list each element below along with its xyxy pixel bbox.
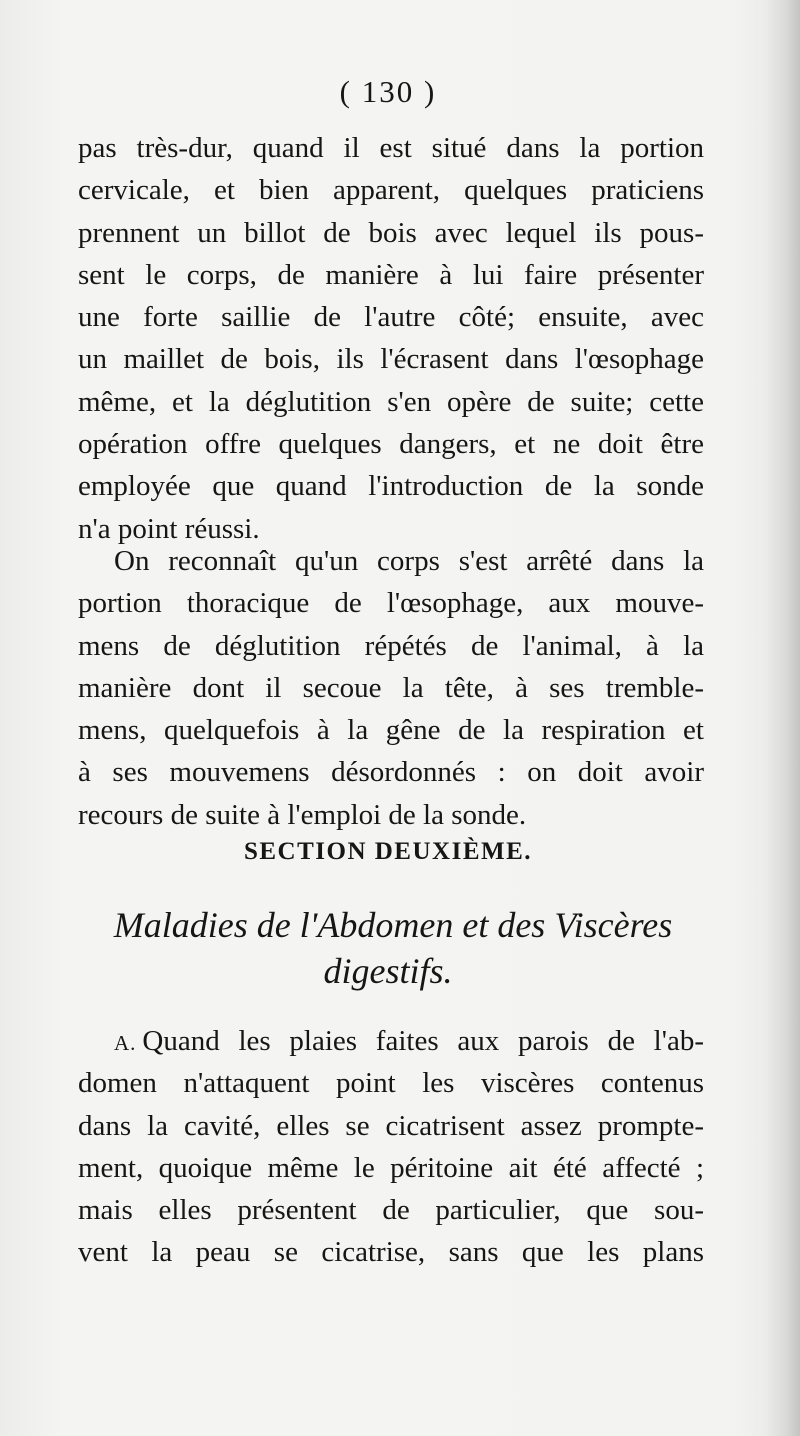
text-line: mens de déglutition répétés de l'animal, à la: [78, 629, 704, 662]
text-line: prennent un billot de bois avec lequel ils pous-: [78, 216, 704, 249]
text-line: même, et la déglutition s'en opère de suite; cette: [78, 385, 704, 418]
text-line: manière dont il secoue la tête, à ses tremble-: [78, 671, 704, 704]
text-line: n'a point réussi.: [78, 512, 260, 545]
text-line-first: [78, 1020, 704, 1062]
paragraph-1: [78, 127, 704, 550]
text-line: recours de suite à l'emploi de la sonde.: [78, 798, 527, 831]
text-line: un maillet de bois, ils l'écrasent dans l'œsophage: [78, 343, 704, 376]
page-edge-shadow: [764, 0, 800, 1436]
paragraph-marker: A.: [114, 1031, 137, 1055]
text-line: une forte saillie de l'autre côté; ensuite, avec: [78, 301, 704, 334]
first-line-text: Quand les plaies faites aux parois de l'ab-: [142, 1025, 704, 1057]
text-line: On reconnaît qu'un corps s'est arrêté dans la: [114, 545, 704, 577]
text-line: à ses mouvemens désordonnés : on doit avoir: [78, 756, 704, 789]
section-title: SECTION DEUXIÈME.: [243, 838, 533, 865]
text-line: opération offre quelques dangers, et ne doit être: [78, 428, 704, 461]
page-number: ( 130 ): [339, 74, 437, 109]
text-line: sent le corps, de manière à lui faire présenter: [78, 258, 704, 291]
text-line: cervicale, et bien apparent, quelques praticiens: [78, 174, 704, 207]
text-line: dans la cavité, elles se cicatrisent assez prompte-: [78, 1109, 704, 1142]
text-line: mens, quelquefois à la gêne de la respiration et: [78, 714, 704, 747]
text-line: domen n'attaquent point les viscères contenus: [78, 1067, 704, 1100]
text-line: employée que quand l'introduction de la sonde: [78, 470, 704, 503]
paragraph-2: [78, 540, 704, 836]
chapter-heading-line-1: Maladies de l'Abdomen et des Viscères: [113, 905, 673, 945]
text-line: pas très-dur, quand il est situé dans la portion: [78, 132, 704, 164]
chapter-heading-line-2: digestifs.: [323, 951, 453, 991]
text-line: portion thoracique de l'œsophage, aux mouve-: [78, 587, 704, 620]
text-line: mais elles présentent de particulier, que sou-: [78, 1194, 704, 1227]
text-line: ment, quoique même le péritoine ait été affecté ;: [78, 1151, 704, 1184]
paragraph-3: [78, 1020, 704, 1274]
text-line: vent la peau se cicatrise, sans que les plans: [78, 1236, 704, 1269]
